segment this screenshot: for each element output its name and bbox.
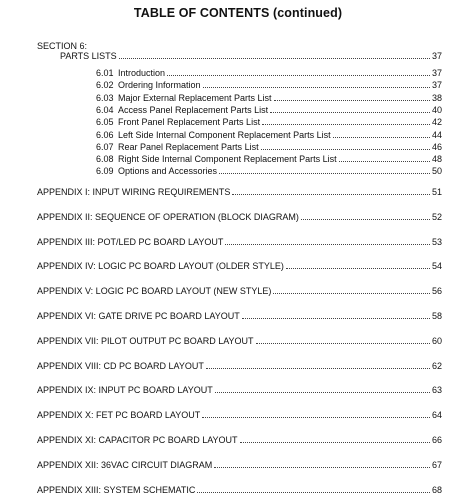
dot-leader (167, 67, 430, 76)
toc-appendix-label: APPENDIX IV: LOGIC PC BOARD LAYOUT (OLDER STYLE) (37, 261, 284, 272)
toc-appendix-page: 56 (431, 286, 442, 297)
toc-appendix-entry (37, 211, 442, 223)
toc-subitem-page: 40 (431, 104, 442, 115)
toc-appendix-entry (37, 186, 442, 198)
toc-subitem (96, 104, 442, 116)
toc-appendix-entry (37, 236, 442, 248)
toc-subitem-label: Introduction (118, 68, 166, 78)
toc-appendix-page: 67 (431, 459, 442, 470)
toc-subitem-label: Front Panel Replacement Parts List (118, 117, 261, 128)
toc-subitem-number: 6.05 (96, 117, 114, 128)
toc-appendix-page: 64 (431, 410, 442, 421)
dot-leader (339, 153, 430, 162)
toc-subitem-page: 37 (431, 80, 442, 91)
toc-entry-page: 37 (431, 51, 442, 61)
dot-leader (286, 260, 430, 269)
toc-appendix-label: APPENDIX III: POT/LED PC BOARD LAYOUT (37, 236, 224, 247)
dot-leader (301, 211, 430, 220)
toc-appendix-label: APPENDIX I: INPUT WIRING REQUIREMENTS (37, 187, 231, 197)
toc-subitem (96, 129, 442, 141)
toc-entry-parts-lists (60, 50, 442, 62)
toc-appendix-page: 52 (431, 211, 442, 222)
toc-appendix-page: 63 (431, 385, 442, 396)
toc-appendix-page: 54 (431, 261, 442, 272)
toc-subitem-number: 6.02 (96, 80, 114, 91)
toc-appendix-label: APPENDIX VII: PILOT OUTPUT PC BOARD LAYOUT (37, 335, 254, 346)
dot-leader (240, 434, 430, 443)
toc-subitem (96, 116, 442, 128)
toc-appendix-entry (37, 384, 442, 396)
toc-appendix-page: 62 (431, 360, 442, 371)
toc-subitem-page: 37 (431, 68, 442, 78)
toc-appendix-page: 53 (431, 236, 442, 247)
dot-leader (270, 104, 430, 113)
toc-appendix-entry (37, 335, 442, 347)
toc-appendix-page: 60 (431, 335, 442, 346)
toc-subitem-label: Rear Panel Replacement Parts List (118, 141, 259, 152)
dot-leader (262, 116, 430, 125)
toc-appendix-page: 51 (431, 187, 442, 197)
toc-subitem (96, 92, 442, 104)
page-title: TABLE OF CONTENTS (continued) (133, 6, 343, 20)
dot-leader (214, 459, 430, 468)
toc-appendix-label: APPENDIX VIII: CD PC BOARD LAYOUT (37, 360, 204, 371)
toc-appendix-entry (37, 260, 442, 272)
toc-subitem-number: 6.01 (96, 68, 114, 78)
toc-appendix-page: 68 (431, 484, 442, 495)
toc-appendix-label: APPENDIX V: LOGIC PC BOARD LAYOUT (NEW STYLE) (37, 286, 272, 297)
dot-leader (119, 50, 430, 59)
dot-leader (215, 384, 430, 393)
toc-subitem-page: 44 (431, 129, 442, 140)
toc-entry-label: PARTS LISTS (60, 51, 117, 61)
toc-subitem-number: 6.03 (96, 92, 114, 103)
dot-leader (274, 92, 430, 101)
toc-subitem (96, 79, 442, 91)
toc-subitem (96, 165, 442, 177)
dot-leader (273, 285, 430, 294)
dot-leader (256, 335, 430, 344)
toc-appendix-label: APPENDIX XIII: SYSTEM SCHEMATIC (37, 484, 196, 495)
toc-subitem (96, 141, 442, 153)
toc-subitem-page: 48 (431, 154, 442, 165)
toc-appendix-label: APPENDIX XI: CAPACITOR PC BOARD LAYOUT (37, 435, 238, 445)
dot-leader (206, 360, 430, 369)
toc-subitem-number: 6.07 (96, 141, 114, 152)
toc-appendix-entry (37, 434, 442, 446)
toc-appendix-entry (37, 310, 442, 322)
toc-appendix-page: 58 (431, 311, 442, 321)
dot-leader (197, 484, 430, 493)
toc-appendix-page: 66 (431, 435, 442, 445)
toc-appendix-label: APPENDIX IX: INPUT PC BOARD LAYOUT (37, 385, 213, 396)
dot-leader (242, 310, 430, 319)
toc-appendix-label: APPENDIX II: SEQUENCE OF OPERATION (BLOCK DIAGRAM) (37, 211, 299, 222)
toc-subitem-label: Major External Replacement Parts List (118, 92, 272, 103)
dot-leader (225, 236, 430, 245)
toc-subitem-number: 6.04 (96, 104, 114, 115)
section-heading: SECTION 6: (37, 41, 88, 51)
toc-subitem-label: Ordering Information (118, 80, 201, 91)
toc-subitem-label: Left Side Internal Component Replacement Parts List (118, 129, 331, 140)
toc-subitem-label: Options and Accessories (118, 166, 218, 177)
toc-appendix-entry (37, 484, 442, 496)
dot-leader (202, 409, 430, 418)
toc-subitem-page: 42 (431, 117, 442, 128)
toc-subitem-label: Access Panel Replacement Parts List (118, 104, 269, 115)
toc-appendix-entry (37, 360, 442, 372)
toc-appendix-label: APPENDIX XII: 36VAC CIRCUIT DIAGRAM (37, 459, 213, 470)
toc-subitem-number: 6.09 (96, 166, 114, 177)
toc-subitem-label: Right Side Internal Component Replacement Parts List (118, 154, 337, 165)
toc-subitem-number: 6.06 (96, 129, 114, 140)
toc-appendix-label: APPENDIX VI: GATE DRIVE PC BOARD LAYOUT (37, 311, 240, 321)
toc-subitem-page: 50 (431, 166, 442, 177)
toc-appendix-entry (37, 409, 442, 421)
toc-subitem-number: 6.08 (96, 154, 114, 165)
dot-leader (219, 165, 430, 174)
toc-subitem-page: 46 (431, 141, 442, 152)
toc-appendix-entry (37, 285, 442, 297)
dot-leader (333, 129, 430, 138)
dot-leader (261, 141, 430, 150)
toc-subitem-page: 38 (431, 92, 442, 103)
toc-appendix-entry (37, 459, 442, 471)
dot-leader (232, 186, 430, 195)
dot-leader (203, 79, 430, 88)
toc-subitem (96, 67, 442, 79)
toc-subitem (96, 153, 442, 165)
toc-appendix-label: APPENDIX X: FET PC BOARD LAYOUT (37, 410, 201, 421)
